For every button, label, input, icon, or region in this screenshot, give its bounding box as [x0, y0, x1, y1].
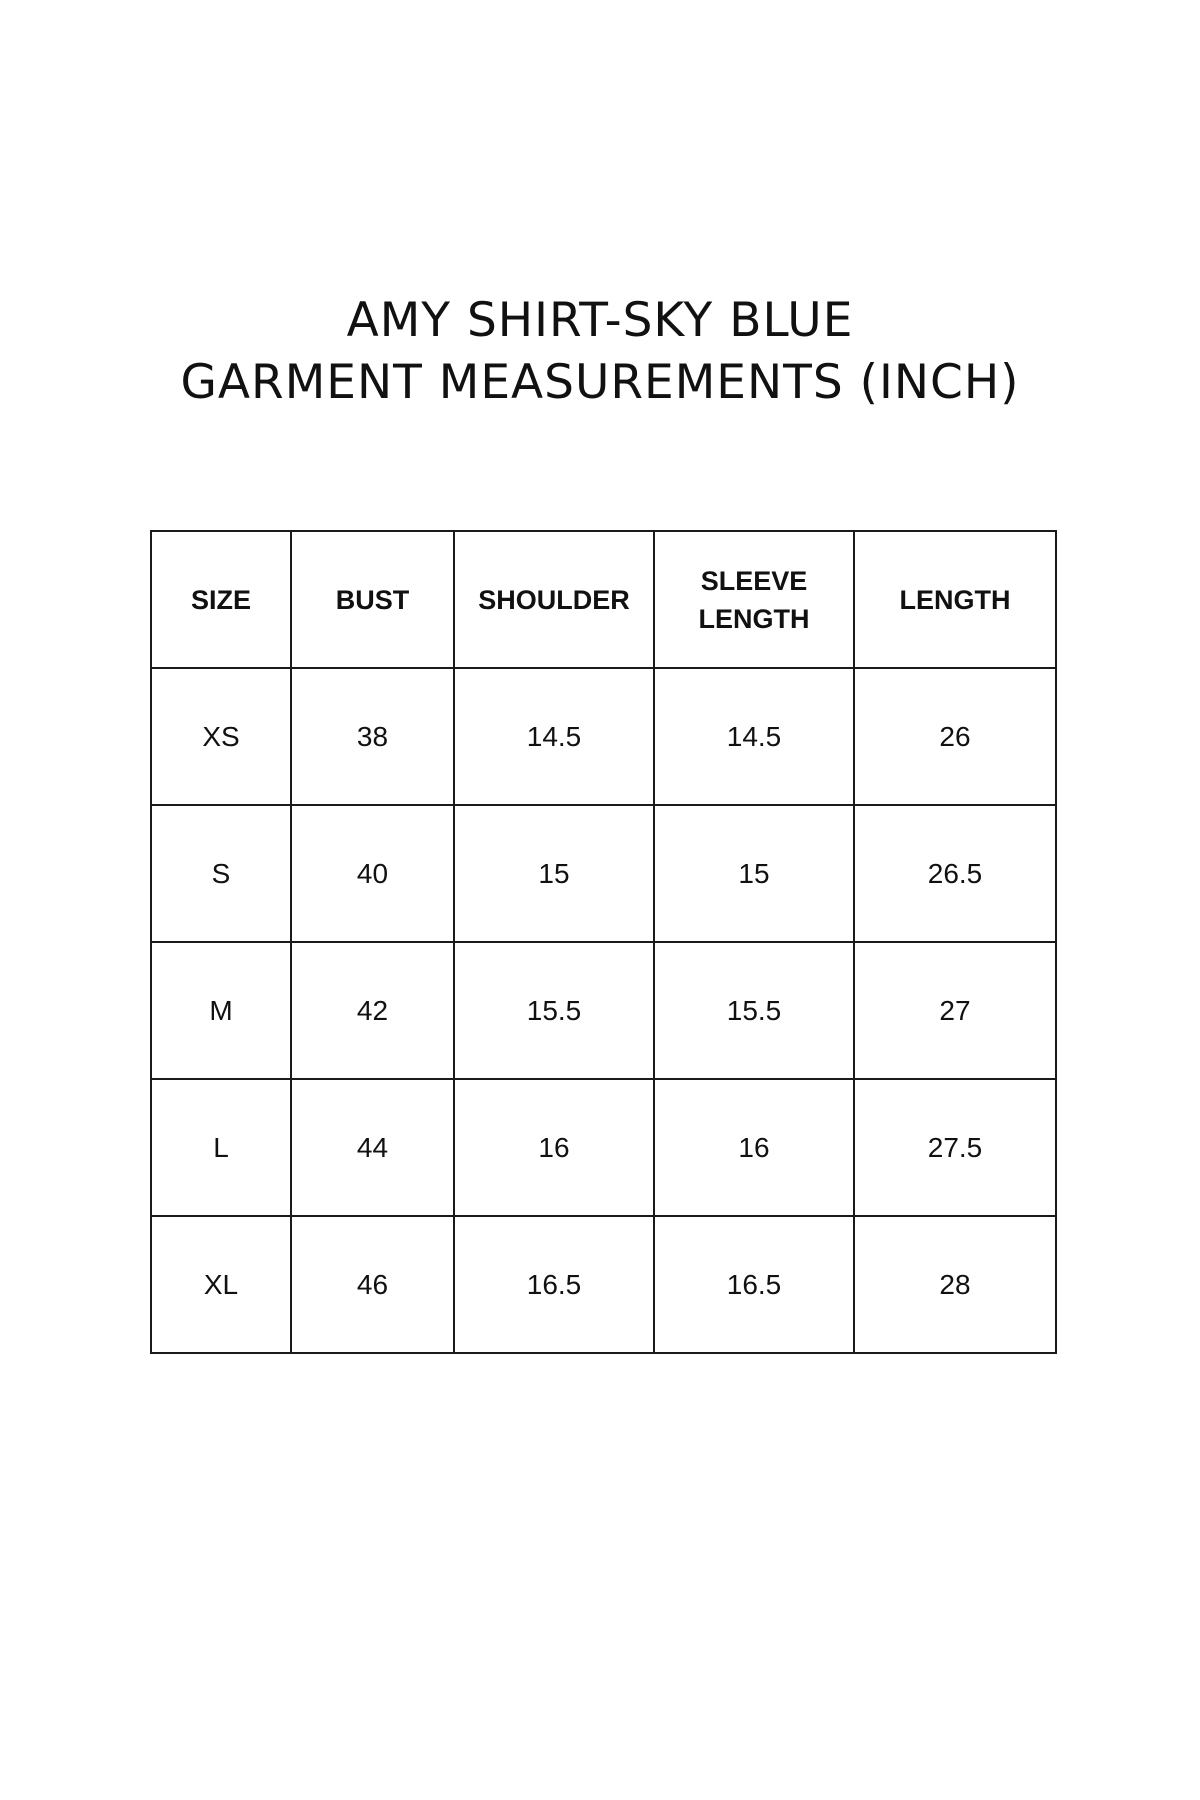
- cell-size: S: [151, 805, 291, 942]
- cell-shoulder: 15.5: [454, 942, 654, 1079]
- cell-length: 27: [854, 942, 1056, 1079]
- size-chart-table: [150, 530, 1057, 1354]
- cell-length: 28: [854, 1216, 1056, 1353]
- cell-shoulder: 14.5: [454, 668, 654, 805]
- cell-shoulder: 16.5: [454, 1216, 654, 1353]
- cell-length: 26.5: [854, 805, 1056, 942]
- page-title: [0, 290, 1200, 414]
- table-row: [151, 942, 1056, 1079]
- cell-bust: 44: [291, 1079, 454, 1216]
- header-sleeve-label-2: LENGTH: [698, 603, 810, 634]
- cell-bust: 38: [291, 668, 454, 805]
- cell-shoulder: 15: [454, 805, 654, 942]
- measurements-subtitle: GARMENT MEASUREMENTS (INCH): [180, 355, 1020, 410]
- header-length-label: LENGTH: [899, 584, 1011, 615]
- cell-sleeve-length: 15.5: [654, 942, 854, 1079]
- header-bust-label: BUST: [335, 584, 410, 615]
- cell-length: 27.5: [854, 1079, 1056, 1216]
- header-size: [151, 531, 291, 668]
- table-row: [151, 668, 1056, 805]
- cell-bust: 42: [291, 942, 454, 1079]
- header-sleeve-label-1: SLEEVE: [700, 565, 808, 596]
- header-bust: [291, 531, 454, 668]
- header-shoulder: [454, 531, 654, 668]
- cell-size: XS: [151, 668, 291, 805]
- cell-bust: 40: [291, 805, 454, 942]
- header-length: [854, 531, 1056, 668]
- cell-size: L: [151, 1079, 291, 1216]
- cell-shoulder: 16: [454, 1079, 654, 1216]
- product-title: AMY SHIRT-SKY BLUE: [346, 293, 854, 348]
- cell-length: 26: [854, 668, 1056, 805]
- header-size-label: SIZE: [190, 584, 251, 615]
- cell-sleeve-length: 15: [654, 805, 854, 942]
- cell-sleeve-length: 14.5: [654, 668, 854, 805]
- cell-size: XL: [151, 1216, 291, 1353]
- cell-sleeve-length: 16.5: [654, 1216, 854, 1353]
- header-shoulder-label: SHOULDER: [478, 584, 630, 615]
- table-header-row: [151, 531, 1056, 668]
- table-row: [151, 1216, 1056, 1353]
- cell-bust: 46: [291, 1216, 454, 1353]
- table-row: [151, 1079, 1056, 1216]
- table-row: [151, 805, 1056, 942]
- header-sleeve-length: [654, 531, 854, 668]
- cell-size: M: [151, 942, 291, 1079]
- cell-sleeve-length: 16: [654, 1079, 854, 1216]
